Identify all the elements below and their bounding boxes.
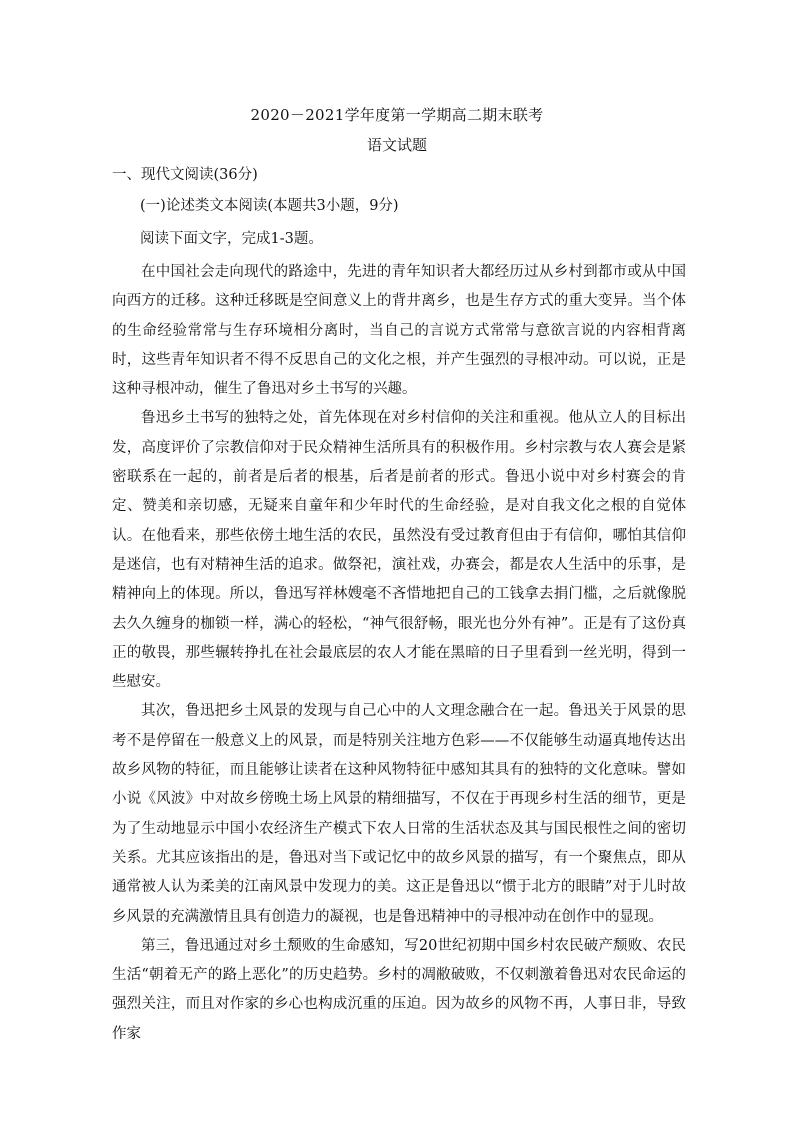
reading-instruction: 阅读下面文字，完成1-3题。 bbox=[140, 231, 323, 247]
passage-paragraph-1: 在中国社会走向现代的路途中，先进的青年知识者大都经历过从乡村到都市或从中国向西方的迁移。这种迁移既是空间意义上的背井离乡，也是生存方式的重大变异。当个体的生命经验常常与生存环境相分离时，当自己的言说方式常常与意欲言说的内容相背离时，这些青年知识者不得不反思自己的文化之根，并产生强烈的寻根冲动。可以说，正是这种寻根冲动，催生了鲁迅对乡土书写的兴趣。 bbox=[112, 264, 686, 398]
passage-paragraph-3: 其次，鲁迅把乡土风景的发现与自己心中的人文理念融合在一起。鲁迅关于风景的思考不是停留在一般意义上的风景，而是特别关注地方色彩——不仅能够生动逼真地传达出故乡风物的特征，而且能够让读者在这种风物特征中感知其具有的独特的文化意味。譬如小说《风波》中对故乡傍晚土场上风景的精细描写，不仅在于再现乡村生活的细节，更是为了生动地显示中国小农经济生产模式下农人日常的生活状态及其与国民根性之间的密切关系。尤其应该指出的是，鲁迅对当下或记忆中的故乡风景的描写，有一个聚焦点，即从通常被人认为柔美的江南风景中发现力的美。这正是鲁迅以“惯于北方的眼睛”对于儿时故乡风景的充满激情且具有创造力的凝视，也是鲁迅精神中的寻根冲动在创作中的显现。 bbox=[112, 703, 686, 925]
exam-title: 2020－2021学年度第一学期高二期末联考 bbox=[250, 106, 544, 124]
passage-paragraph-2: 鲁迅乡土书写的独特之处，首先体现在对乡村信仰的关注和重视。他从立人的目标出发，高度评价了宗教信仰对于民众精神生活所具有的积极作用。乡村宗教与农人赛会是紧密联系在一起的，前者是后者的根基，后者是前者的形式。鲁迅小说中对乡村赛会的肯定、赞美和亲切感，无疑来自童年和少年时代的生命经验，是对自我文化之根的自觉体认。在他看来，那些依傍土地生活的农民，虽然没有受过教育但由于有信仰，哪怕其信仰是迷信，也有对精神生活的追求。做祭祀，演社戏，办赛会，都是农人生活中的乐事，是精神向上的体现。所以，鲁迅写祥林嫂毫不吝惜地把自己的工钱拿去捐门槛，之后就像脱去久久缠身的枷锁一样，满心的轻松，“神气很舒畅，眼光也分外有神”。正是有了这份真正的敬畏，那些辗转挣扎在社会最底层的农人才能在黑暗的日子里看到一丝光明，得到一些慰安。 bbox=[112, 410, 686, 691]
section-heading: 一、现代文阅读(36分) bbox=[112, 167, 258, 183]
sub-heading: (一)论述类文本阅读(本题共3小题，9分) bbox=[140, 198, 399, 214]
passage-paragraph-4: 第三，鲁迅通过对乡土颓败的生命感知，写20世纪初期中国乡村农民破产颓败、农民生活“朝着无产的路上恶化”的历史趋势。乡村的凋敝破败，不仅刺激着鲁迅对农民命运的强烈关注，而且对作家的乡心也构成沉重的压迫。因为故乡的风物不再，人事日非，导致作家 bbox=[112, 937, 686, 1042]
exam-subtitle: 语文试题 bbox=[366, 136, 427, 154]
passage-body bbox=[112, 258, 686, 1049]
